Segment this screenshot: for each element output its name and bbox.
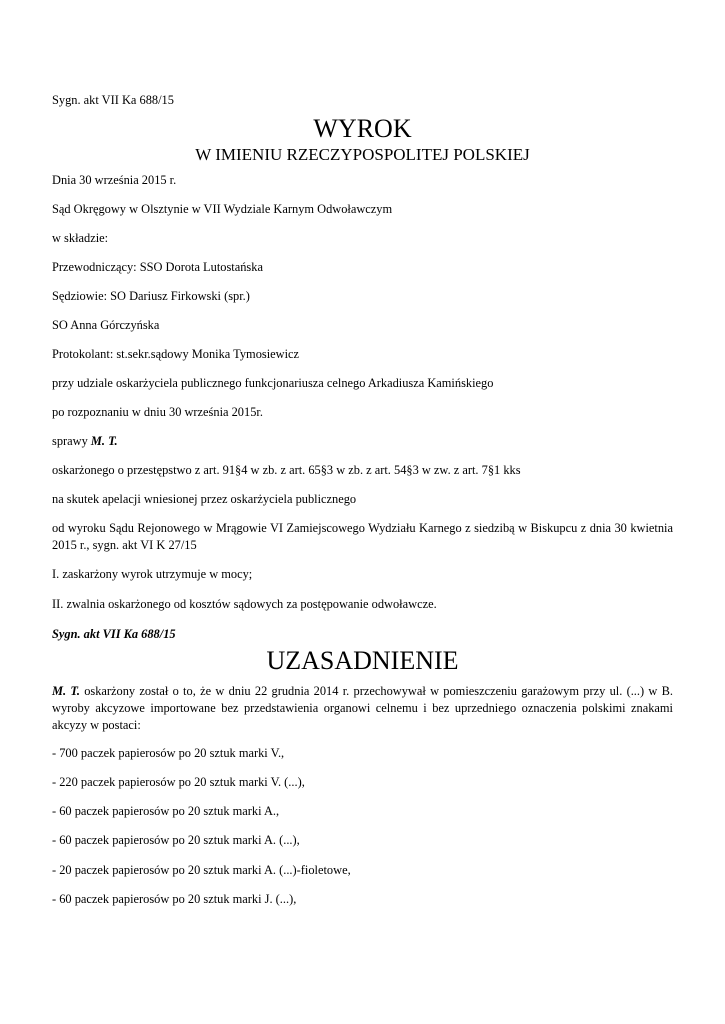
charge: oskarżonego o przestępstwo z art. 91§4 w zb. z art. 65§3 w zb. z art. 54§3 w zw. z art. 7§1 kks xyxy=(52,463,521,477)
court-clerk: Protokolant: st.sekr.sądowy Monika Tymosiewicz xyxy=(52,347,300,361)
court-name: Sąd Okręgowy w Olsztynie w VII Wydziale Karnym Odwoławczym xyxy=(52,202,393,216)
justification-case-number: Sygn. akt VII Ka 688/15 xyxy=(52,627,176,641)
composition-label: w składzie: xyxy=(52,231,109,245)
presiding-judge: Przewodniczący: SSO Dorota Lutostańska xyxy=(52,260,263,274)
judges: Sędziowie: SO Dariusz Firkowski (spr.) xyxy=(52,289,250,303)
verdict-subtitle: W IMIENIU RZECZYPOSPOLITEJ POLSKIEJ xyxy=(195,145,530,164)
ruling-point-1: I. zaskarżony wyrok utrzymuje w mocy; xyxy=(52,567,253,581)
justification-defendant: M. T. xyxy=(52,684,80,698)
case-line xyxy=(52,433,118,449)
verdict-date: Dnia 30 września 2015 r. xyxy=(52,173,177,187)
list-item: - 20 paczek papierosów po 20 sztuk marki A. (...)-fioletowe, xyxy=(52,863,351,877)
defendant-name: M. T. xyxy=(90,434,118,448)
appeal: na skutek apelacji wniesionej przez oskarżyciela publicznego xyxy=(52,492,357,506)
prosecutor: przy udziale oskarżyciela publicznego funkcjonariusza celnego Arkadiusza Kamińskiego xyxy=(52,376,494,390)
justification-intro-text: oskarżony został o to, że w dniu 22 grudnia 2014 r. przechowywał w pomieszczeniu garażowym przy ul. (...) w B. wyroby akcyzowe importowane bez przedstawienia organowi celnemu i bez uprzedniego oznaczenia polskimi znakami akcyzy w postaci: xyxy=(52,684,673,732)
lower-court-ruling: od wyroku Sądu Rejonowego w Mrągowie VI Zamiejscowego Wydziału Karnego z siedzibą w Biskupcu z dnia 30 kwietnia 2015 r., sygn. akt VI K 27/15 xyxy=(52,521,673,552)
list-item: - 60 paczek papierosów po 20 sztuk marki J. (...), xyxy=(52,892,297,906)
list-item: - 700 paczek papierosów po 20 sztuk marki V., xyxy=(52,746,285,760)
justification-title: UZASADNIENIE xyxy=(266,646,459,675)
list-item: - 60 paczek papierosów po 20 sztuk marki A. (...), xyxy=(52,833,300,847)
verdict-title: WYROK xyxy=(313,114,412,143)
hearing-date: po rozpoznaniu w dniu 30 września 2015r. xyxy=(52,405,263,419)
case-prefix: sprawy xyxy=(52,434,88,448)
list-item: - 220 paczek papierosów po 20 sztuk marki V. (...), xyxy=(52,775,305,789)
ruling-point-2: II. zwalnia oskarżonego od kosztów sądowych za postępowanie odwoławcze. xyxy=(52,597,437,611)
judge-second: SO Anna Górczyńska xyxy=(52,318,160,332)
list-item: - 60 paczek papierosów po 20 sztuk marki A., xyxy=(52,804,280,818)
case-number: Sygn. akt VII Ka 688/15 xyxy=(52,93,174,107)
justification-intro xyxy=(52,683,673,734)
